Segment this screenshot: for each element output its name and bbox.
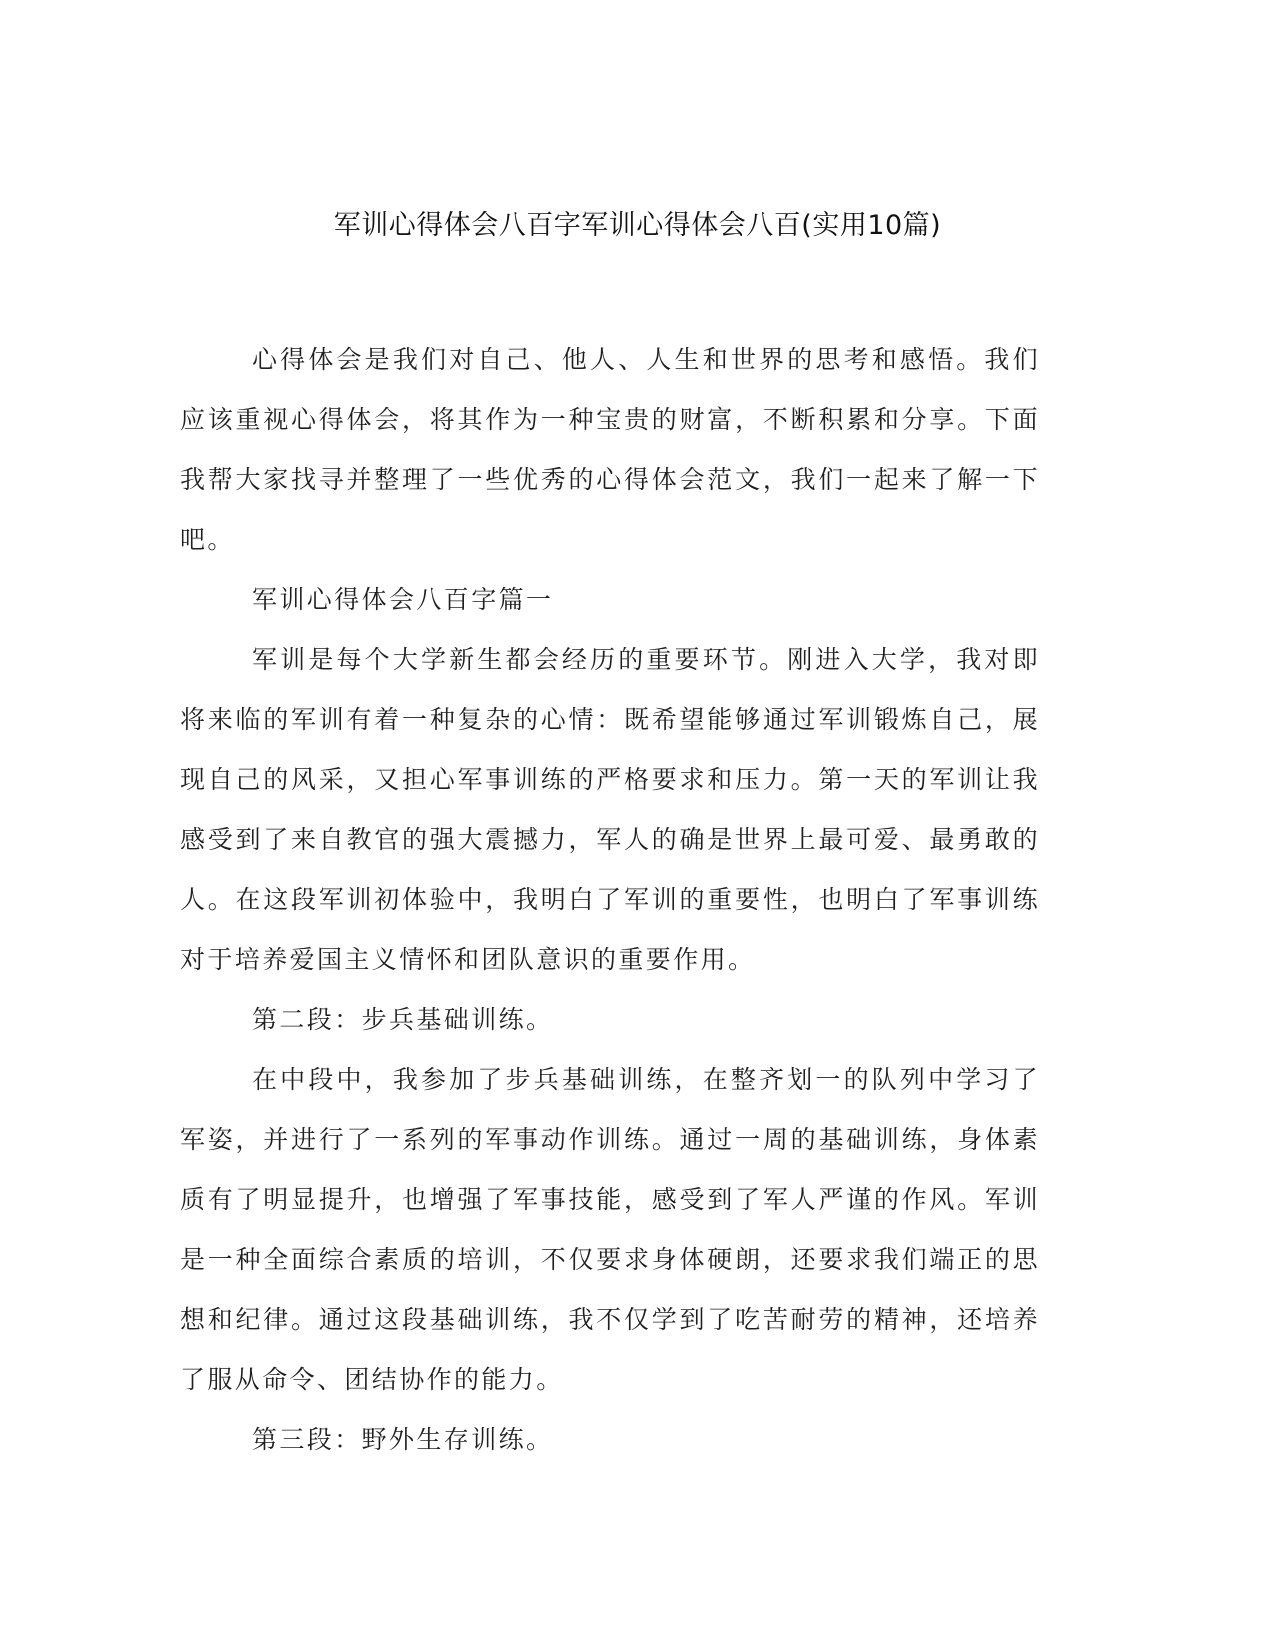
body-paragraph: 在中段中，我参加了步兵基础训练，在整齐划一的队列中学习了军姿，并进行了一系列的军事动作训练。通过一周的基础训练，身体素质有了明显提升，也增强了军事技能，感受到了军人严谨的作风。军训是一种全面综合素质的培训，不仅要求身体硬朗，还要求我们端正的思想和纪律。通过这段基础训练，我不仅学到了吃苦耐劳的精神，还培养了服从命令、团结协作的能力。	[180, 1065, 1040, 1394]
document-body	[180, 330, 1040, 1470]
section-heading-part-two: 第二段：步兵基础训练。	[252, 1005, 554, 1034]
body-paragraph: 军训是每个大学新生都会经历的重要环节。刚进入大学，我对即将来临的军训有着一种复杂的心情：既希望能够通过军训锻炼自己，展现自己的风采，又担心军事训练的严格要求和压力。第一天的军训让我感受到了来自教官的强大震撼力，军人的确是世界上最可爱、最勇敢的人。在这段军训初体验中，我明白了军训的重要性，也明白了军事训练对于培养爱国主义情怀和团队意识的重要作用。	[180, 645, 1040, 974]
document-title: 军训心得体会八百字军训心得体会八百(实用10篇)	[333, 210, 942, 241]
section-heading-part-three: 第三段：野外生存训练。	[252, 1425, 554, 1454]
intro-paragraph: 心得体会是我们对自己、他人、人生和世界的思考和感悟。我们应该重视心得体会，将其作为一种宝贵的财富，不断积累和分享。下面我帮大家找寻并整理了一些优秀的心得体会范文，我们一起来了解一下吧。	[180, 345, 1040, 554]
section-heading-part-one: 军训心得体会八百字篇一	[252, 585, 554, 614]
